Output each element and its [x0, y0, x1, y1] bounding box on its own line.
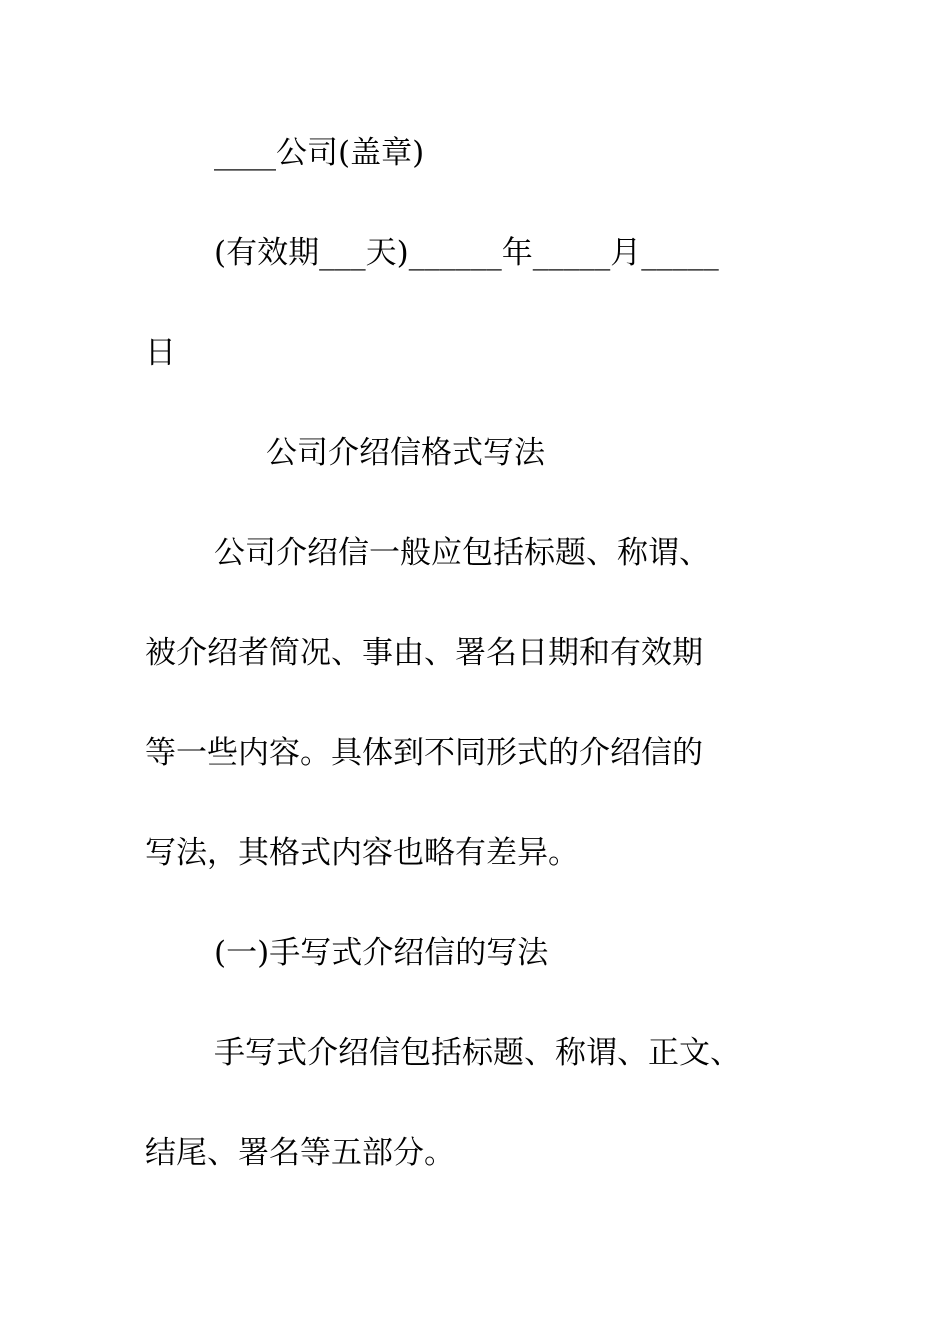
paragraph-line-1: 公司介绍信一般应包括标题、称谓、 [214, 535, 710, 571]
paragraph-line-6: 结尾、署名等五部分。 [145, 1135, 455, 1171]
company-seal-line: ____公司(盖章) [214, 135, 425, 171]
paragraph-line-4: 写法，其格式内容也略有差异。 [145, 835, 579, 871]
paragraph-line-2: 被介绍者简况、事由、署名日期和有效期 [145, 635, 703, 671]
paragraph-line-5: 手写式介绍信包括标题、称谓、正文、 [214, 1035, 741, 1071]
subsection-heading: (一)手写式介绍信的写法 [214, 935, 549, 971]
section-title: 公司介绍信格式写法 [266, 435, 545, 471]
paragraph-line-3: 等一些内容。具体到不同形式的介绍信的 [145, 735, 703, 771]
validity-date-line: (有效期___天)______年_____月_____ [214, 235, 719, 271]
date-day-line: 日 [145, 335, 176, 371]
